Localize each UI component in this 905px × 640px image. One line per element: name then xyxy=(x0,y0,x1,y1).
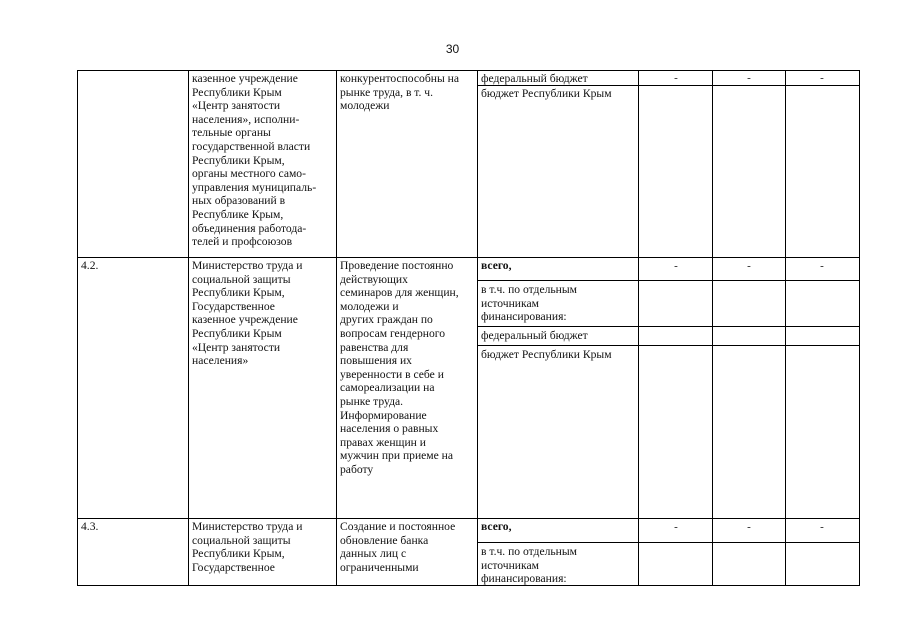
source-cell: в т.ч. по отдельным источникам финансирования: xyxy=(481,283,577,324)
row-number: 4.2. xyxy=(81,259,99,272)
executor-cell: Министерство труда и социальной защиты Республики Крым, Государственное xyxy=(192,520,303,574)
value-cell: - xyxy=(820,521,824,533)
row-number: 4.3. xyxy=(81,520,99,533)
activity-cell: Проведение постоянно действующих семинаров для женщин, молодежи и других граждан по вопросам гендерного равенства для повышения их уверенности в себе и самореализации на рынке труда. Информирование населения о равных правах женщин и мужчин при приеме на работу xyxy=(340,259,459,476)
source-cell: в т.ч. по отдельным источникам финансирования: xyxy=(481,545,577,586)
source-cell-total: всего, xyxy=(481,520,512,533)
source-cell-total: всего, xyxy=(481,259,512,272)
value-cell: - xyxy=(674,72,678,84)
executor-cell: казенное учреждение Республики Крым «Центр занятости населения», исполни- тельные органы государственной власти Республики Крым, органы местного само- управления муниципаль- ных образований в Республике Крым, объединения работода- телей и профсоюзов xyxy=(192,72,317,249)
value-cell: - xyxy=(820,260,824,272)
activity-cell: конкурентоспособны на рынке труда, в т. ч. молодежи xyxy=(340,72,459,113)
value-cell: - xyxy=(747,260,751,272)
value-cell: - xyxy=(674,521,678,533)
value-cell: - xyxy=(674,260,678,272)
executor-cell: Министерство труда и социальной защиты Республики Крым, Государственное казенное учреждение Республики Крым «Центр занятости населения» xyxy=(192,259,303,368)
value-cell: - xyxy=(747,521,751,533)
activity-cell: Создание и постоянное обновление банка данных лиц с ограниченными xyxy=(340,520,456,574)
value-cell: - xyxy=(820,72,824,84)
source-cell: бюджет Республики Крым xyxy=(481,348,612,361)
source-cell: федеральный бюджет xyxy=(481,329,588,342)
source-cell: федеральный бюджет xyxy=(481,72,588,85)
source-cell: бюджет Республики Крым xyxy=(481,87,612,100)
value-cell: - xyxy=(747,72,751,84)
page-number: 30 xyxy=(445,42,460,56)
